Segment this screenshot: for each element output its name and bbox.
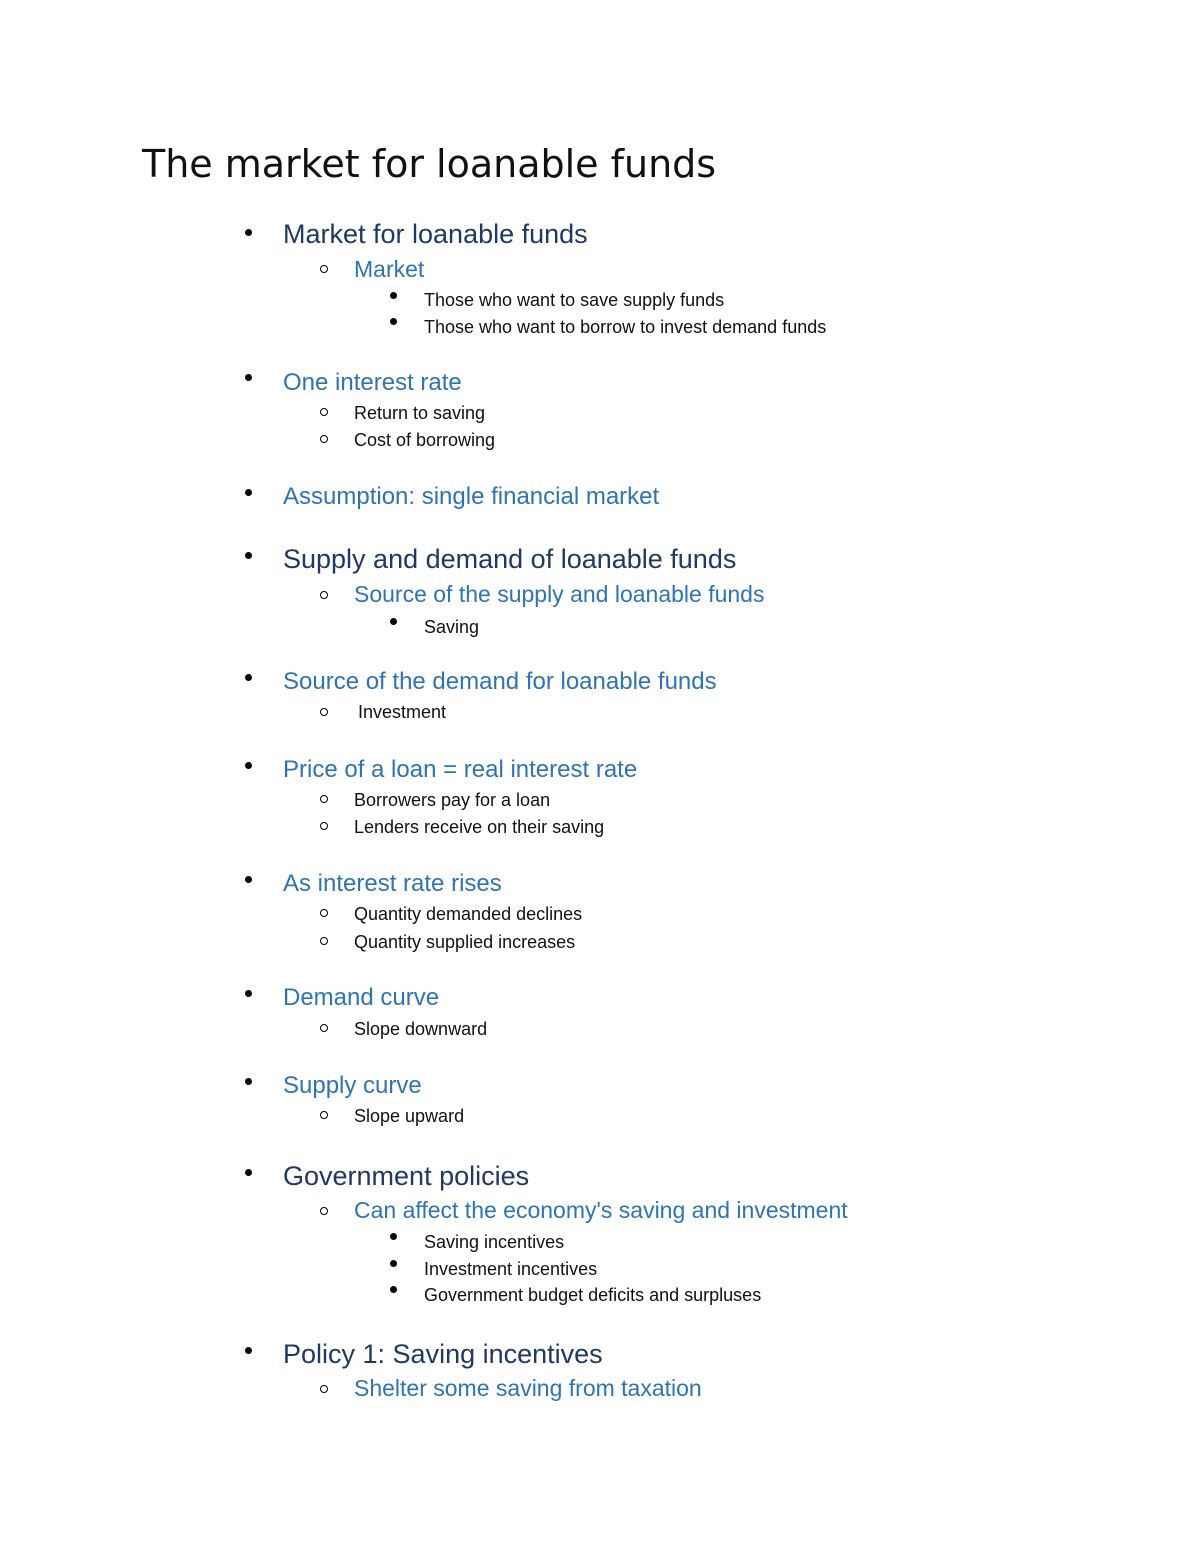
circle-marker: [320, 408, 328, 416]
detail-text: Those who want to save supply funds: [424, 290, 725, 310]
section-heading: Demand curve: [283, 984, 440, 1011]
section-heading: Market for loanable funds: [283, 219, 588, 249]
circle-marker: [320, 1024, 328, 1032]
circle-marker: [320, 591, 328, 599]
section-heading: Supply curve: [283, 1072, 422, 1099]
detail-text: Those who want to borrow to invest demand funds: [424, 317, 827, 337]
circle-marker: [320, 822, 328, 830]
subitem-text: Investment: [358, 702, 447, 722]
bullet-marker: [245, 374, 252, 381]
subitem-text: Cost of borrowing: [354, 430, 496, 450]
bullet-marker: [245, 489, 252, 496]
bullet-marker: [390, 1260, 397, 1267]
circle-marker: [320, 708, 328, 716]
detail-text: Investment incentives: [424, 1259, 598, 1279]
section-heading: Government policies: [283, 1161, 530, 1191]
circle-marker: [320, 795, 328, 803]
detail-text: Saving: [424, 617, 480, 637]
circle-marker: [320, 435, 328, 443]
bullet-marker: [390, 618, 397, 625]
subitem-text: Lenders receive on their saving: [354, 817, 605, 837]
section-heading: Policy 1: Saving incentives: [283, 1339, 603, 1369]
bullet-marker: [245, 1347, 252, 1354]
circle-marker: [320, 937, 328, 945]
subitem-text: Quantity supplied increases: [354, 932, 576, 952]
bullet-marker: [245, 552, 252, 559]
circle-marker: [320, 1385, 328, 1393]
section-heading: One interest rate: [283, 369, 462, 396]
document-title: The market for loanable funds: [142, 142, 717, 186]
detail-text: Saving incentives: [424, 1232, 565, 1252]
subitem-text: Can affect the economy's saving and investment: [354, 1197, 848, 1223]
detail-text: Government budget deficits and surpluses: [424, 1285, 762, 1305]
bullet-marker: [245, 229, 252, 236]
bullet-marker: [245, 876, 252, 883]
bullet-marker: [245, 1169, 252, 1176]
subitem-text: Market: [354, 256, 425, 282]
subitem-text: Slope downward: [354, 1019, 488, 1039]
subitem-text: Source of the supply and loanable funds: [354, 581, 765, 607]
circle-marker: [320, 909, 328, 917]
circle-marker: [320, 265, 328, 273]
circle-marker: [320, 1207, 328, 1215]
section-heading: As interest rate rises: [283, 870, 502, 897]
section-heading: Price of a loan = real interest rate: [283, 756, 638, 783]
section-heading: Supply and demand of loanable funds: [283, 544, 737, 574]
subitem-text: Shelter some saving from taxation: [354, 1375, 702, 1401]
bullet-marker: [245, 674, 252, 681]
subitem-text: Slope upward: [354, 1106, 465, 1126]
bullet-marker: [390, 1233, 397, 1240]
circle-marker: [320, 1111, 328, 1119]
bullet-marker: [245, 762, 252, 769]
section-heading: Source of the demand for loanable funds: [283, 668, 717, 695]
bullet-marker: [245, 990, 252, 997]
subitem-text: Return to saving: [354, 403, 486, 423]
bullet-marker: [245, 1078, 252, 1085]
subitem-text: Quantity demanded declines: [354, 904, 583, 924]
bullet-marker: [390, 292, 397, 299]
bullet-marker: [390, 318, 397, 325]
bullet-marker: [390, 1286, 397, 1293]
subitem-text: Borrowers pay for a loan: [354, 790, 551, 810]
section-heading: Assumption: single financial market: [283, 483, 660, 510]
